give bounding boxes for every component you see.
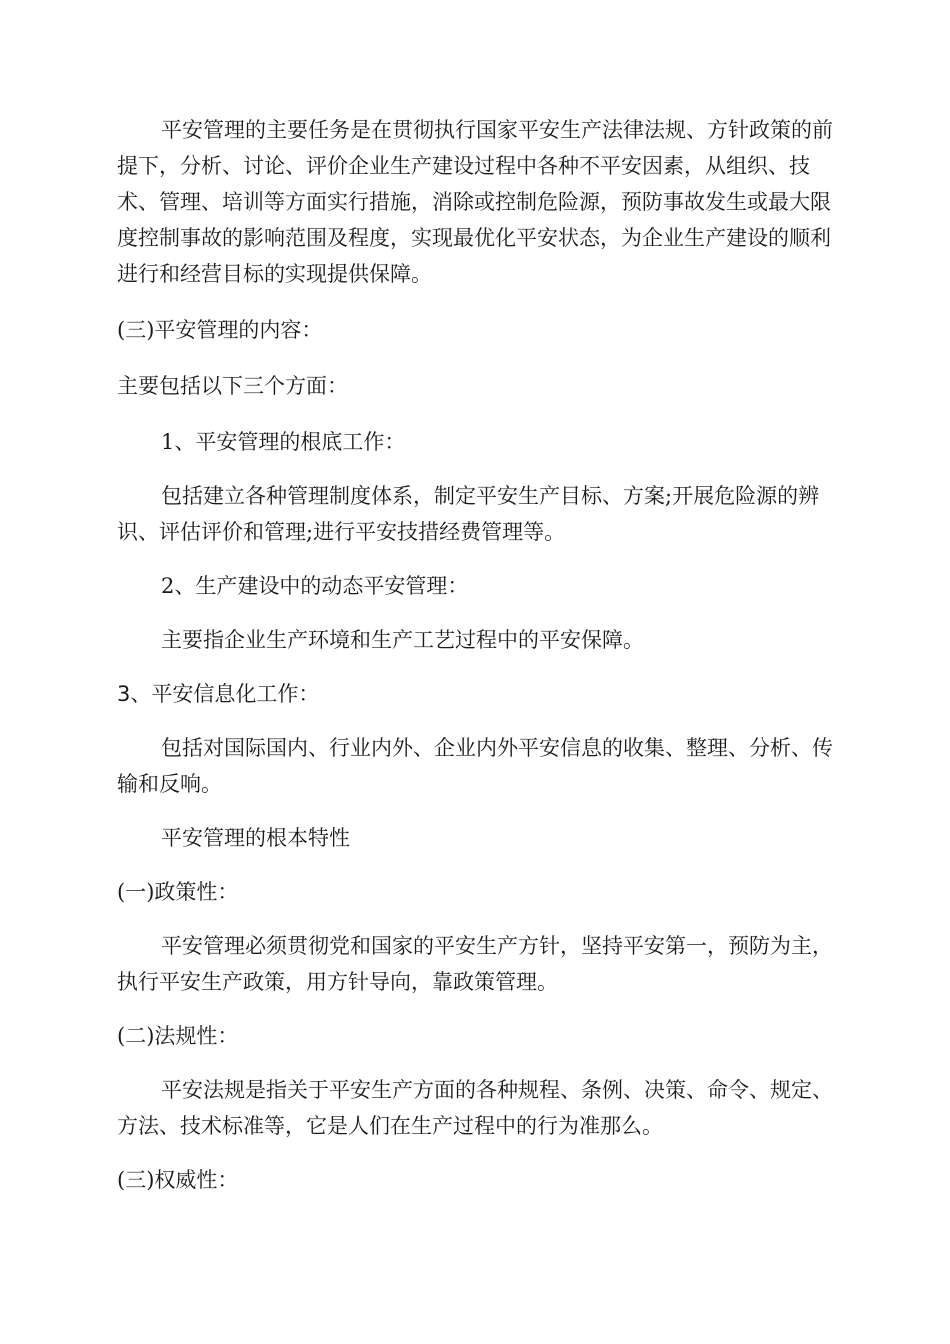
heading-regulation: (二)法规性： <box>117 1024 239 1048</box>
paragraph-regulation: 平安法规是指关于平安生产方面的各种规程、条例、决策、命令、规定、方法、技术标准等，它是人们在生产过程中的行为准那么。 <box>117 1078 833 1138</box>
document-page <box>117 112 837 1198</box>
paragraph-basic-work: 包括建立各种管理制度体系，制定平安生产目标、方案;开展危险源的辨识、评估评价和管理;进行平安技措经费管理等。 <box>117 484 820 544</box>
heading-content: (三)平安管理的内容： <box>117 318 323 342</box>
heading-policy: (一)政策性： <box>117 880 239 904</box>
paragraph-dynamic-management: 主要指企业生产环境和生产工艺过程中的平安保障。 <box>161 628 644 652</box>
paragraph-policy: 平安管理必须贯彻党和国家的平安生产方针，坚持平安第一，预防为主，执行平安生产政策，用方针导向，靠政策管理。 <box>117 934 833 994</box>
heading-basic-characteristics: 平安管理的根本特性 <box>161 826 350 850</box>
paragraph-main-task: 平安管理的主要任务是在贯彻执行国家平安生产法律法规、方针政策的前提下，分析、讨论、评价企业生产建设过程中各种不平安因素，从组织、技术、管理、培训等方面实行措施，消除或控制危险源，预防事故发生或最大限度控制事故的影响范围及程度，实现最优化平安状态，为企业生产建设的顺利进行和经营目标的实现提供保障。 <box>117 118 833 286</box>
paragraph-three-aspects: 主要包括以下三个方面： <box>117 374 348 398</box>
subheading-dynamic-management: 2、生产建设中的动态平安管理： <box>161 574 469 598</box>
subheading-basic-work: 1、平安管理的根底工作： <box>161 430 406 454</box>
paragraph-informatization: 包括对国际国内、行业内外、企业内外平安信息的收集、整理、分析、传输和反响。 <box>117 736 833 796</box>
subheading-informatization: 3、平安信息化工作： <box>117 682 320 706</box>
heading-authority: (三)权威性： <box>117 1168 239 1192</box>
